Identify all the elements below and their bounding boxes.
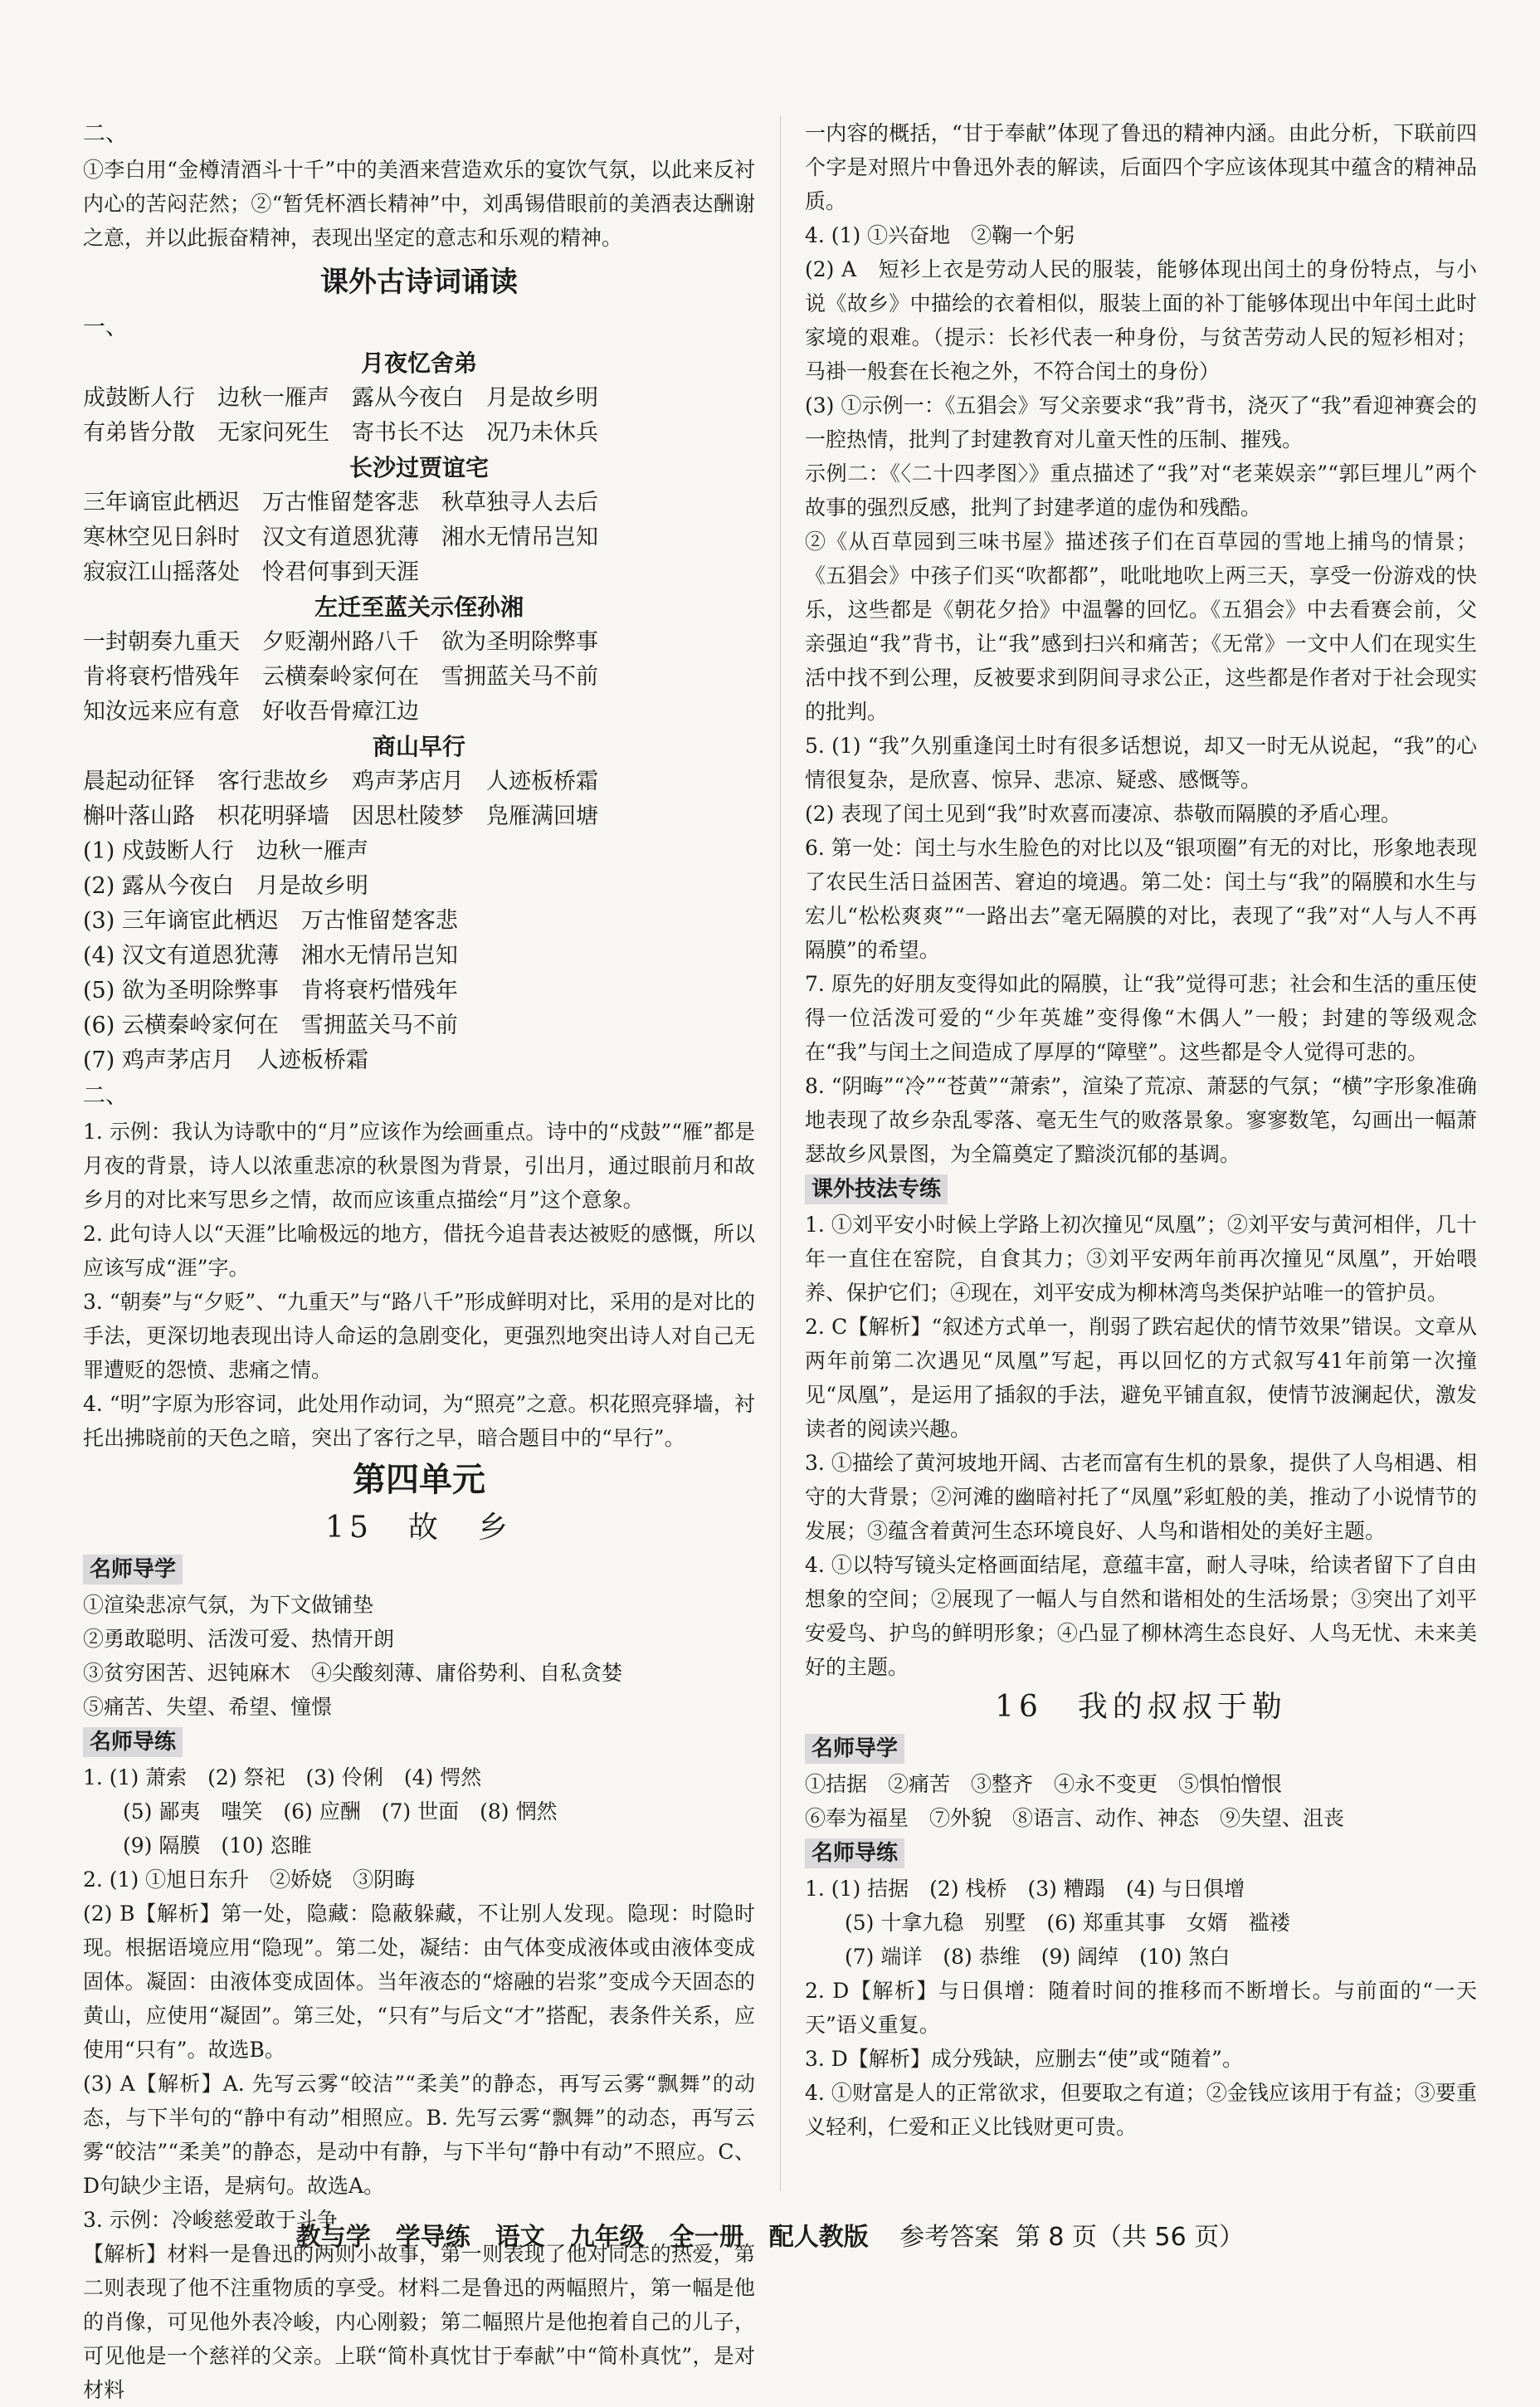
guide-line: ⑥奉为福星 ⑦外貌 ⑧语言、动作、神态 ⑨失望、沮丧 bbox=[805, 1806, 1345, 1830]
answer-item: 3. D【解析】成分残缺，应删去“使”或“随着”。 bbox=[805, 2047, 1243, 2071]
answer-item: 4. ①以特写镜头定格画面结尾，意蕴丰富，耐人寻味，给读者留下了自由想象的空间；②展现了一幅人与自然和谐相处的生活场景；③突出了刘平安爱鸟、护鸟的鲜明形象；④凸显了柳林湾生态良好、人鸟无忧、未来美好的主题。 bbox=[805, 1553, 1477, 1679]
section-tag: 名师导学 bbox=[83, 1555, 183, 1584]
answer-item: 3. “朝奏”与“夕贬”、“九重天”与“路八千”形成鲜明对比，采用的是对比的手法，更深切地表现出诗人命运的急剧变化，更强烈地突出诗人对自己无罪遭贬的怨愤、悲痛之情。 bbox=[83, 1290, 755, 1382]
answer-item: (2) A 短衫上衣是劳动人民的服装，能够体现出闰土的身份特点，与小说《故乡》中描绘的衣着相似，服装上面的补丁能够体现出中年闰土此时家境的艰难。（提示：长衫代表一种身份，与贫苦劳动人民的短衫相对；马褂一般套在长袍之外，不符合闰土的身份） bbox=[805, 257, 1477, 383]
answer-item: 示例二：《〈二十四孝图〉》重点描述了“我”对“老莱娱亲”“郭巨埋儿”两个故事的强烈反感，批判了封建孝道的虚伪和残酷。 bbox=[805, 461, 1477, 520]
answer-item: (5) 十拿九稳 别墅 (6) 郑重其事 女婿 褴褛 bbox=[845, 1911, 1290, 1935]
poem-title: 左迁至蓝关示侄孙湘 bbox=[314, 593, 524, 621]
answer-page bbox=[83, 116, 1477, 2402]
page-number: 第 8 页（共 56 页） bbox=[1015, 2223, 1245, 2252]
poem-line: 成鼓断人行 边秋一雁声 露从今夜白 月是故乡明 bbox=[83, 385, 598, 411]
section-tag: 名师导学 bbox=[805, 1734, 904, 1764]
answer-item: 6. 第一处：闰土与水生脸色的对比以及“银项圈”有无的对比，形象地表现了农民生活日益困苦、窘迫的境遇。第二处：闰土与“我”的隔膜和水生与宏儿“松松爽爽”“一路出去”毫无隔膜的对比，表现了“我”对“人与人不再隔膜”的希望。 bbox=[805, 836, 1477, 962]
answer-item: 5. (1) “我”久别重逢闰土时有很多话想说，却又一时无从说起，“我”的心情很复杂，是欣喜、惊异、悲凉、疑惑、感慨等。 bbox=[805, 734, 1477, 792]
guide-line: ②勇敢聪明、活泼可爱、热情开朗 bbox=[83, 1627, 395, 1651]
poem-line: 一封朝奏九重天 夕贬潮州路八千 欲为圣明除弊事 bbox=[83, 629, 598, 655]
answer-item: 3. 示例：冷峻慈爱敢于斗争 bbox=[83, 2208, 338, 2232]
lesson-title: 16 我的叔叔于勒 bbox=[995, 1690, 1287, 1724]
poem-title: 商山早行 bbox=[372, 733, 465, 760]
paragraph: 一内容的概括，“甘于奉献”体现了鲁迅的精神内涵。由此分析，下联前四个字是对照片中鲁迅外表的解读，后面四个字应该体现其中蕴含的精神品质。 bbox=[805, 121, 1477, 213]
answer-item: (3) ①示例一：《五猖会》写父亲要求“我”背书，浇灭了“我”看迎神赛会的一腔热情，批判了封建教育对儿童天性的压制、摧残。 bbox=[805, 393, 1477, 452]
section-tag: 课外技法专练 bbox=[805, 1174, 948, 1204]
answer-item: (2) B【解析】第一处，隐藏：隐蔽躲藏，不让别人发现。隐现：时隐时现。根据语境应用“隐现”。第二处，凝结：由气体变成液体或由液体变成固体。凝固：由液体变成固体。当年液态的“熔融的岩浆”变成今天固态的黄山，应使用“凝固”。第三处，“只有”与后文“才”搭配，表条件关系，应使用“只有”。故选B。 bbox=[83, 1902, 755, 2062]
answer-item: ②《从百草园到三味书屋》描述孩子们在百草园的雪地上捕鸟的情景；《五猖会》中孩子们买“吹都都”，吡吡地吹上两三天，享受一份游戏的快乐，这些都是《朝花夕拾》中温馨的回忆。《五猖会》中去看赛会前，父亲强迫“我”背书，让“我”感到扫兴和痛苦；《无常》一文中人们在现实生活中找不到公理，反被要求到阴间寻求公正，这些都是作者对于社会现实的批判。 bbox=[805, 530, 1477, 724]
answer-item: (7) 端详 (8) 恭维 (9) 阔绰 (10) 煞白 bbox=[845, 1945, 1231, 1969]
guide-line: ③贫穷困苦、迟钝麻木 ④尖酸刻薄、庸俗势利、自私贪婪 bbox=[83, 1661, 623, 1685]
poem-line: 三年谪宦此栖迟 万古惟留楚客悲 秋草独寻人去后 bbox=[83, 490, 598, 515]
section-heading: 课外古诗词诵读 bbox=[320, 266, 518, 299]
answer-item: 2. 此句诗人以“天涯”比喻极远的地方，借抚今追昔表达被贬的感慨，所以应该写成“涯”字。 bbox=[83, 1222, 755, 1280]
poem-line: 肯将衰朽惜残年 云横秦岭家何在 雪拥蓝关马不前 bbox=[83, 664, 598, 690]
section-number: 一、 bbox=[83, 315, 128, 340]
answer-item: (3) A【解析】A. 先写云雾“皎洁”“柔美”的静态，再写云雾“飘舞”的动态，与下半句的“静中有动”相照应。B. 先写云雾“飘舞”的动态，再写云雾“皎洁”“柔美”的静态，是动中有静，与下半句“静中有动”不照应。C、D句缺少主语，是病句。故选A。 bbox=[83, 2072, 755, 2198]
fill-answer: (4) 汉文有道恩犹薄 湘水无情吊岂知 bbox=[83, 943, 458, 969]
right-column bbox=[805, 116, 1477, 2241]
poem-line: 寂寂江山摇落处 怜君何事到天涯 bbox=[83, 559, 419, 585]
footer-section: 参考答案 bbox=[899, 2223, 1000, 2252]
guide-line: ⑤痛苦、失望、希望、憧憬 bbox=[83, 1695, 333, 1719]
fill-answer: (7) 鸡声茅店月 人迹板桥霜 bbox=[83, 1047, 368, 1073]
guide-line: ①渲染悲凉气氛，为下文做铺垫 bbox=[83, 1593, 374, 1617]
book-title: 教与学 学导练 语文 九年级 全一册 配人教版 bbox=[295, 2223, 869, 2252]
guide-line: ①拮据 ②痛苦 ③整齐 ④永不变更 ⑤惧怕憎恨 bbox=[805, 1772, 1283, 1796]
page-footer bbox=[0, 2216, 1540, 2253]
poem-title: 长沙过贾谊宅 bbox=[348, 454, 489, 481]
fill-answer: (2) 露从今夜白 月是故乡明 bbox=[83, 873, 368, 899]
lesson-title: 15 故 乡 bbox=[325, 1511, 513, 1545]
poem-line: 有弟皆分散 无家问死生 寄书长不达 况乃未休兵 bbox=[83, 420, 598, 446]
answer-item: 2. C【解析】“叙述方式单一，削弱了跌宕起伏的情节效果”错误。文章从两年前第二次遇见“凤凰”写起，再以回忆的方式叙写41年前第一次撞见“凤凰”，是运用了插叙的手法，避免平铺直叙，使情节波澜起伏，激发读者的阅读兴趣。 bbox=[805, 1315, 1477, 1441]
answer-item: 7. 原先的好朋友变得如此的隔膜，让“我”觉得可悲；社会和生活的重压使得一位活泼可爱的“少年英雄”变得像“木偶人”一般；封建的等级观念在“我”与闰土之间造成了厚厚的“障壁”。这些都是令人觉得可悲的。 bbox=[805, 972, 1477, 1064]
section-tag: 名师导练 bbox=[805, 1838, 904, 1868]
answer-item: 8. “阴晦”“冷”“苍黄”“萧索”，渲染了荒凉、萧瑟的气氛；“横”字形象准确地表现了故乡杂乱零落、毫无生气的败落景象。寥寥数笔，勾画出一幅萧瑟故乡风景图，为全篇奠定了黯淡沉郁的基调。 bbox=[805, 1074, 1477, 1166]
poem-line: 寒林空见日斜时 汉文有道恩犹薄 湘水无情吊岂知 bbox=[83, 525, 598, 550]
answer-item: 1. 示例：我认为诗歌中的“月”应该作为绘画重点。诗中的“戍鼓”“雁”都是月夜的背景，诗人以浓重悲凉的秋景图为背景，引出月，通过眼前月和故乡月的对比来写思乡之情，故而应该重点描绘“月”这个意象。 bbox=[83, 1120, 755, 1212]
poem-line: 槲叶落山路 枳花明驿墙 因思杜陵梦 凫雁满回塘 bbox=[83, 803, 598, 829]
paragraph: ①李白用“金樽清酒斗十千”中的美酒来营造欢乐的宴饮气氛，以此来反衬内心的苦闷茫然；②“暂凭杯酒长精神”中，刘禹锡借眼前的美酒表达酬谢之意，并以此振奋精神，表现出坚定的意志和乐观的精神。 bbox=[83, 158, 755, 250]
section-tag: 名师导练 bbox=[83, 1727, 183, 1757]
answer-item: (2) 表现了闰土见到“我”时欢喜而凄凉、恭敬而隔膜的矛盾心理。 bbox=[805, 802, 1401, 826]
answer-item: 1. (1) 萧索 (2) 祭祀 (3) 伶俐 (4) 愕然 bbox=[83, 1765, 482, 1789]
answer-item: (9) 隔膜 (10) 恣睢 bbox=[123, 1833, 312, 1858]
answer-item: 4. “明”字原为形容词，此处用作动词，为“照亮”之意。枳花照亮驿墙，衬托出拂晓前的天色之暗，突出了客行之早，暗合题目中的“早行”。 bbox=[83, 1392, 755, 1450]
fill-answer: (6) 云横秦岭家何在 雪拥蓝关马不前 bbox=[83, 1013, 458, 1038]
answer-item: 2. D【解析】与日俱增：随着时间的推移而不断增长。与前面的“一天天”语义重复。 bbox=[805, 1979, 1477, 2037]
answer-item: 4. (1) ①兴奋地 ②鞠一个躬 bbox=[805, 223, 1075, 247]
answer-item: (5) 鄙夷 嗤笑 (6) 应酬 (7) 世面 (8) 惘然 bbox=[123, 1799, 558, 1824]
answer-item: 1. (1) 拮据 (2) 栈桥 (3) 糟蹋 (4) 与日俱增 bbox=[805, 1877, 1245, 1901]
fill-answer: (1) 戍鼓断人行 边秋一雁声 bbox=[83, 838, 368, 864]
section-number: 二、 bbox=[83, 121, 128, 147]
poem-line: 晨起动征铎 客行悲故乡 鸡声茅店月 人迹板桥霜 bbox=[83, 769, 598, 794]
poem-line: 知汝远来应有意 好收吾骨瘴江边 bbox=[83, 699, 419, 725]
poem-title: 月夜忆舍弟 bbox=[360, 349, 477, 377]
answer-item: 2. (1) ①旭日东升 ②娇娆 ③阴晦 bbox=[83, 1868, 416, 1892]
fill-answer: (3) 三年谪宦此栖迟 万古惟留楚客悲 bbox=[83, 908, 458, 934]
unit-title: 第四单元 bbox=[353, 1461, 485, 1499]
answer-item: 3. ①描绘了黄河坡地开阔、古老而富有生机的景象，提供了人鸟相遇、相守的大背景；②河滩的幽暗衬托了“凤凰”彩虹般的美，推动了小说情节的发展；③蕴含着黄河生态环境良好、人鸟和谐相处的美好主题。 bbox=[805, 1451, 1477, 1543]
answer-item: 4. ①财富是人的正常欲求，但要取之有道；②金钱应该用于有益；③要重义轻利，仁爱和正义比钱财更可贵。 bbox=[805, 2081, 1477, 2139]
answer-item: 【解析】材料一是鲁迅的两则小故事，第一则表现了他对同志的热爱，第二则表现了他不注重物质的享受。材料二是鲁迅的两幅照片，第一幅是他的肖像，可见他外表冷峻，内心刚毅；第二幅照片是他抱着自己的儿子，可见他是一个慈祥的父亲。上联“简朴真忱甘于奉献”中“简朴真忱”，是对材料 bbox=[83, 2242, 755, 2402]
section-number: 二、 bbox=[83, 1083, 128, 1109]
fill-answer: (5) 欲为圣明除弊事 肯将衰朽惜残年 bbox=[83, 978, 458, 1003]
answer-item: 1. ①刘平安小时候上学路上初次撞见“凤凰”；②刘平安与黄河相伴，几十年一直住在窑院，自食其力；③刘平安两年前再次撞见“凤凰”，开始喂养、保护它们；④现在，刘平安成为柳林湾鸟类保护站唯一的管护员。 bbox=[805, 1213, 1477, 1305]
